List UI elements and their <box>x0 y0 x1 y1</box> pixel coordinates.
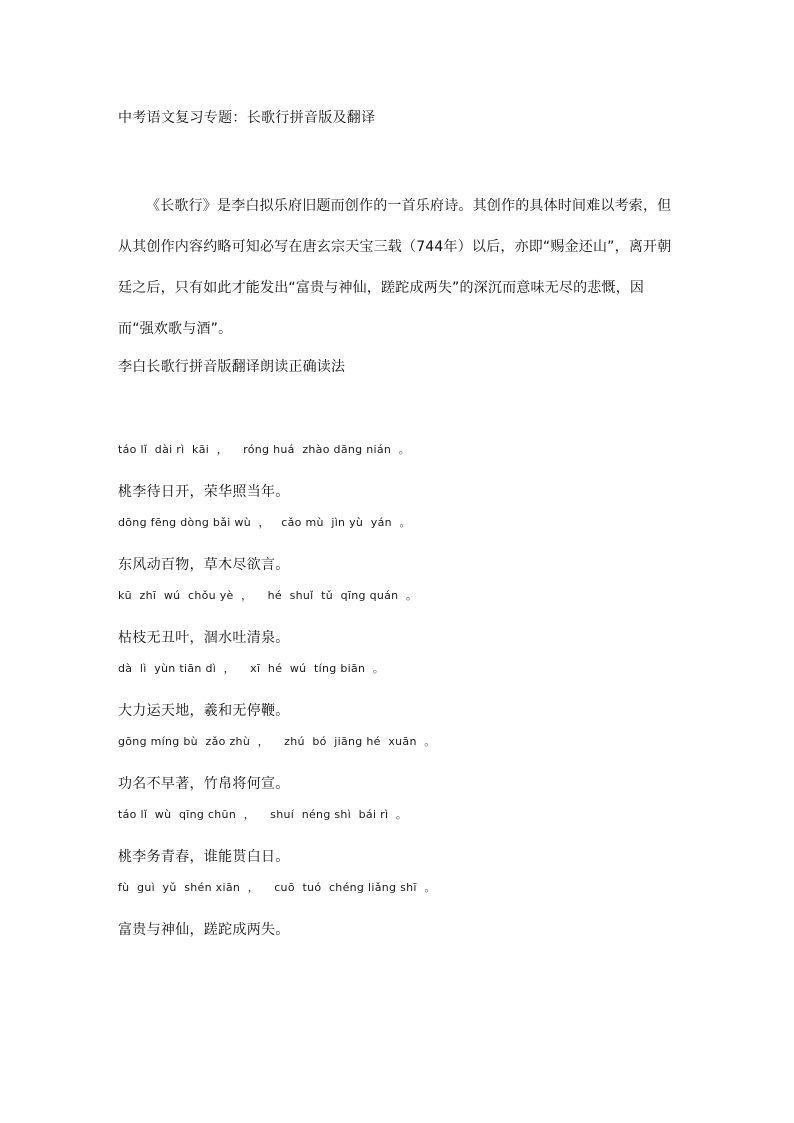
verse-text: 桃李务青春，谁能贳白日。 <box>118 849 290 865</box>
intro-paragraph: 《长歌行》是李白拟乐府旧题而创作的一首乐府诗。其创作的具体时间难以考索，但从其创作内容约略可知必写在唐玄宗天宝三载（744年）以后，亦即“赐金还山”，离开朝廷之后，只有如此才能发出“富贵与神仙，蹉跎成两失”的深沉而意味无尽的悲慨，因而“强欢歌与酒”。 <box>118 198 672 337</box>
verse-pinyin: fù guì yǔ shén xiān ， cuō tuó chéng liǎng shī 。 <box>118 881 436 894</box>
section-subtitle: 李白长歌行拼音版翻译朗读正确读法 <box>118 359 346 375</box>
verse-pinyin: dà lì yùn tiān dì ， xī hé wú tíng biān 。 <box>118 662 385 675</box>
verse-item <box>118 587 436 648</box>
verse-pinyin: kū zhī wú chǒu yè ， hé shuǐ tǔ qīng quán 。 <box>118 589 418 602</box>
poem-verse-list <box>118 441 436 952</box>
verse-pinyin: dōng fēng dòng bǎi wù ， cǎo mù jìn yù yán 。 <box>118 516 411 529</box>
verse-pinyin: gōng míng bù zǎo zhù ， zhú bó jiāng hé xuān 。 <box>118 735 436 748</box>
verse-text: 大力运天地，羲和无停鞭。 <box>118 703 290 719</box>
verse-text: 枯枝无丑叶，涸水吐清泉。 <box>118 630 290 646</box>
verse-item <box>118 660 436 721</box>
verse-pinyin: táo lǐ wù qīng chūn ， shuí néng shì bái rì 。 <box>118 808 408 821</box>
verse-text: 功名不早著，竹帛将何宣。 <box>118 776 290 792</box>
verse-text: 富贵与神仙，蹉跎成两失。 <box>118 922 290 938</box>
verse-text: 东风动百物，草木尽欲言。 <box>118 557 290 573</box>
document-title: 中考语文复习专题：长歌行拼音版及翻译 <box>118 110 376 126</box>
verse-item <box>118 806 436 867</box>
verse-item <box>118 733 436 794</box>
verse-item <box>118 879 436 940</box>
verse-item <box>118 441 436 502</box>
verse-item <box>118 514 436 575</box>
verse-text: 桃李待日开，荣华照当年。 <box>118 484 290 500</box>
verse-pinyin: táo lǐ dài rì kāi ， róng huá zhào dāng nián 。 <box>118 443 411 456</box>
